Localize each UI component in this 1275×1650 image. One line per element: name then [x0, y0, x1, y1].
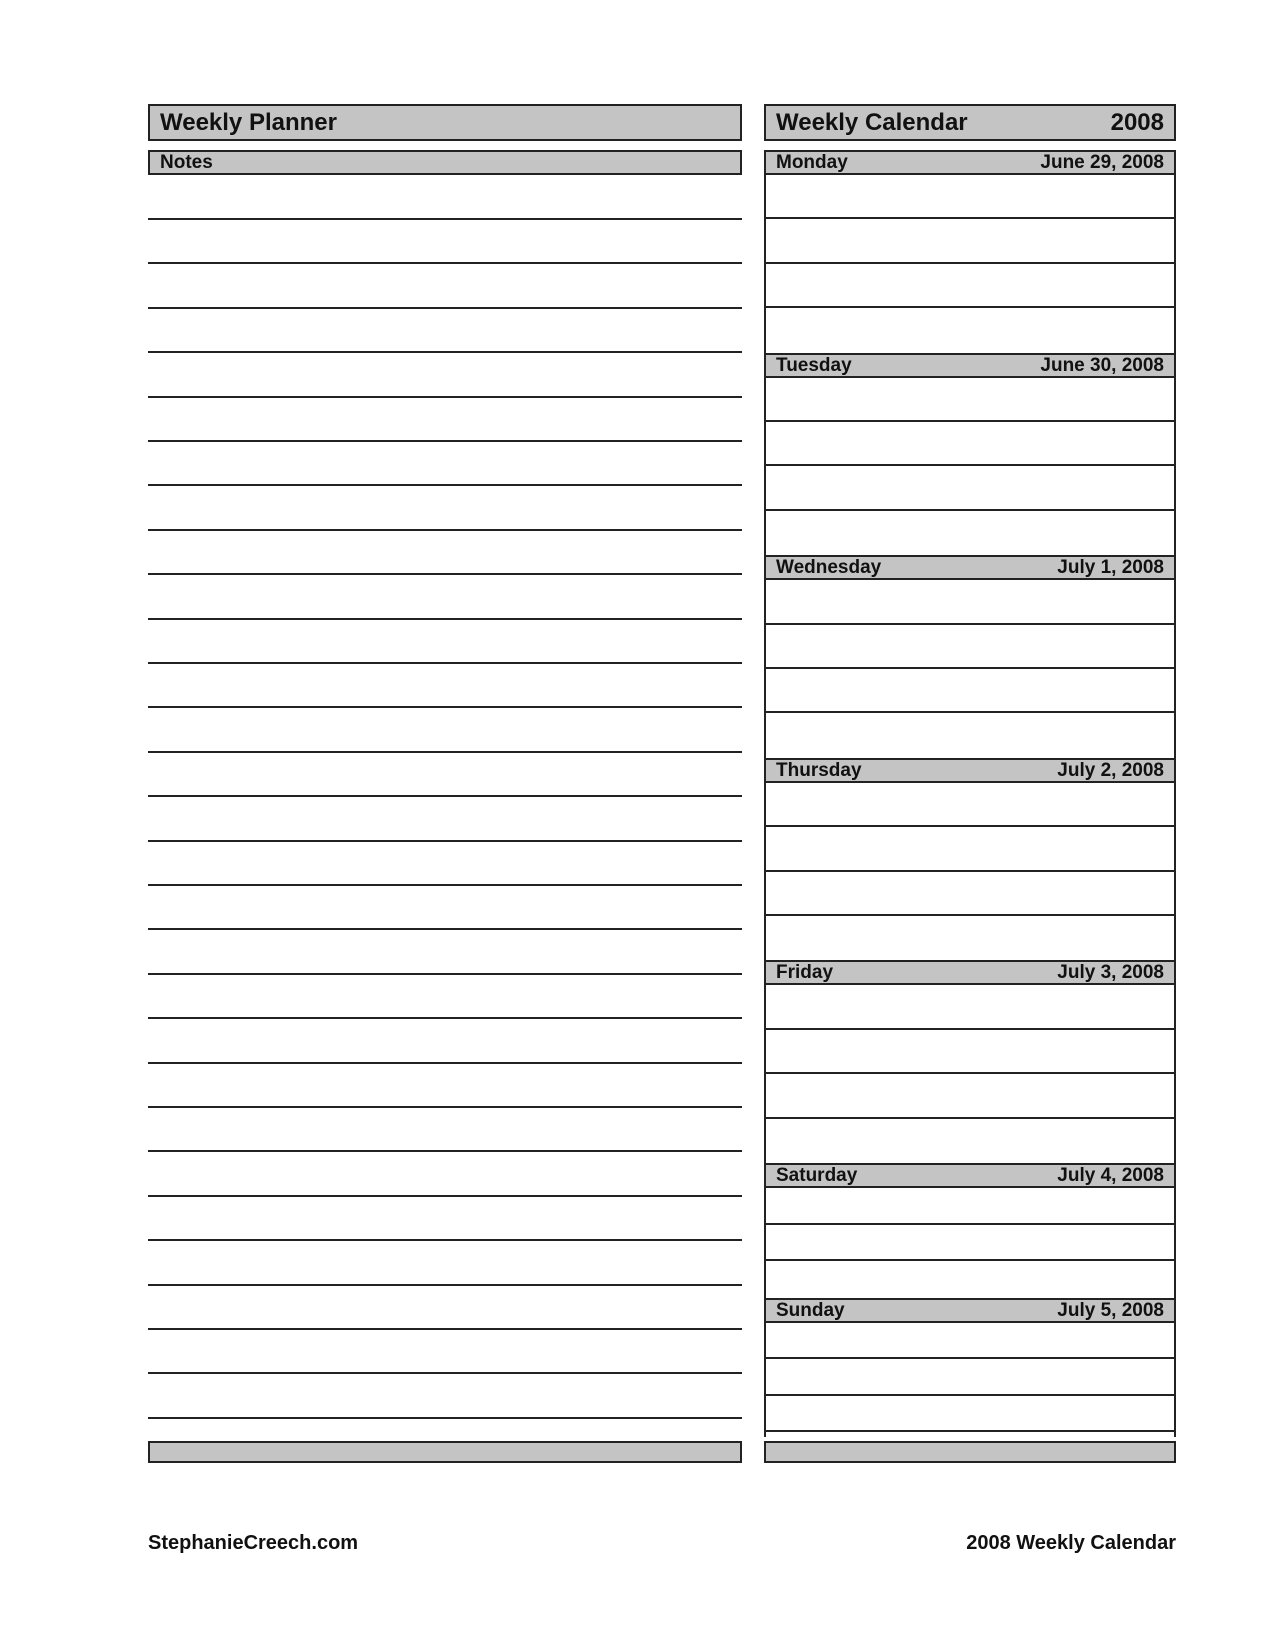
notes-line[interactable]	[148, 1195, 742, 1197]
day-line[interactable]	[764, 870, 1176, 872]
calendar-left-border	[764, 150, 766, 1437]
day-line[interactable]	[764, 825, 1176, 827]
day-date: June 29, 2008	[1040, 152, 1164, 173]
notes-line[interactable]	[148, 351, 742, 353]
day-line[interactable]	[764, 711, 1176, 713]
notes-line[interactable]	[148, 307, 742, 309]
day-date: July 1, 2008	[1057, 557, 1164, 578]
day-name: Saturday	[776, 1165, 858, 1186]
day-line[interactable]	[764, 464, 1176, 466]
day-name: Wednesday	[776, 557, 882, 578]
notes-line[interactable]	[148, 1017, 742, 1019]
footer-caption: 2008 Weekly Calendar	[966, 1532, 1176, 1554]
notes-line[interactable]	[148, 440, 742, 442]
calendar-title: Weekly Calendar	[776, 109, 968, 136]
day-line[interactable]	[764, 306, 1176, 308]
day-name: Monday	[776, 152, 848, 173]
day-line[interactable]	[764, 667, 1176, 669]
day-header-sunday	[764, 1298, 1176, 1323]
day-line[interactable]	[764, 1259, 1176, 1261]
day-date: July 3, 2008	[1057, 962, 1164, 983]
day-line[interactable]	[764, 1223, 1176, 1225]
notes-header	[148, 150, 742, 175]
planner-title: Weekly Planner	[160, 109, 337, 136]
day-name: Thursday	[776, 760, 862, 781]
day-line[interactable]	[764, 1357, 1176, 1359]
day-line[interactable]	[764, 914, 1176, 916]
calendar-year: 2008	[1110, 109, 1164, 136]
notes-line[interactable]	[148, 396, 742, 398]
day-date: July 4, 2008	[1057, 1165, 1164, 1186]
day-line[interactable]	[764, 623, 1176, 625]
notes-line[interactable]	[148, 1150, 742, 1152]
calendar-footer-bar	[764, 1441, 1176, 1463]
notes-line[interactable]	[148, 662, 742, 664]
notes-line[interactable]	[148, 706, 742, 708]
notes-line[interactable]	[148, 618, 742, 620]
day-date: July 2, 2008	[1057, 760, 1164, 781]
day-line[interactable]	[764, 1394, 1176, 1396]
notes-line[interactable]	[148, 973, 742, 975]
day-line[interactable]	[764, 262, 1176, 264]
planner-footer-bar	[148, 1441, 742, 1463]
planner-title-bar	[148, 104, 742, 141]
calendar-right-border	[1174, 150, 1176, 1437]
notes-line[interactable]	[148, 1239, 742, 1241]
calendar-title-bar	[764, 104, 1176, 141]
notes-line[interactable]	[148, 795, 742, 797]
day-header-monday	[764, 150, 1176, 175]
footer-site: StephanieCreech.com	[148, 1532, 359, 1554]
notes-line[interactable]	[148, 1417, 742, 1419]
day-name: Friday	[776, 962, 834, 983]
day-header-wednesday	[764, 555, 1176, 580]
notes-line[interactable]	[148, 529, 742, 531]
day-line[interactable]	[764, 420, 1176, 422]
day-header-tuesday	[764, 353, 1176, 378]
day-name: Tuesday	[776, 355, 852, 376]
notes-line[interactable]	[148, 840, 742, 842]
notes-line[interactable]	[148, 1106, 742, 1108]
notes-line[interactable]	[148, 1328, 742, 1330]
day-date: June 30, 2008	[1040, 355, 1164, 376]
notes-line[interactable]	[148, 928, 742, 930]
day-header-friday	[764, 960, 1176, 985]
day-date: July 5, 2008	[1057, 1300, 1164, 1321]
day-name: Sunday	[776, 1300, 845, 1321]
notes-line[interactable]	[148, 1284, 742, 1286]
notes-line[interactable]	[148, 884, 742, 886]
notes-line[interactable]	[148, 218, 742, 220]
day-line[interactable]	[764, 1072, 1176, 1074]
notes-line[interactable]	[148, 262, 742, 264]
day-line[interactable]	[764, 1028, 1176, 1030]
day-line[interactable]	[764, 1430, 1176, 1432]
day-line[interactable]	[764, 1117, 1176, 1119]
notes-line[interactable]	[148, 573, 742, 575]
day-line[interactable]	[764, 217, 1176, 219]
notes-line[interactable]	[148, 1372, 742, 1374]
day-header-saturday	[764, 1163, 1176, 1188]
notes-line[interactable]	[148, 1062, 742, 1064]
day-header-thursday	[764, 758, 1176, 783]
notes-line[interactable]	[148, 484, 742, 486]
notes-label: Notes	[160, 152, 213, 173]
day-line[interactable]	[764, 509, 1176, 511]
notes-line[interactable]	[148, 751, 742, 753]
